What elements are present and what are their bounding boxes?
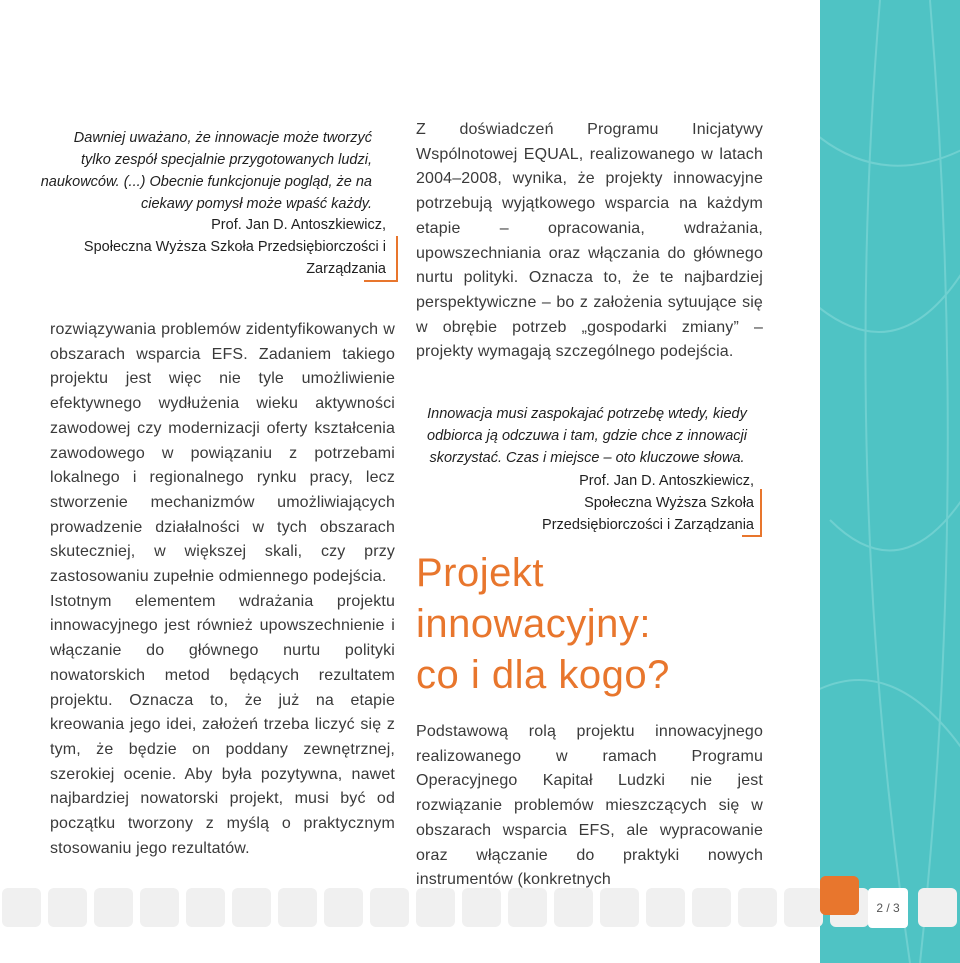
pull-quote-top: Dawniej uważano, że innowacje może tworzyć tylko zespół specjalnie przygotowanych ludzi, naukowców. (...) Obecnie funkcjonuje pogląd, że na ciekawy pomysł może wpaść każdy. [40, 130, 372, 212]
page-tile[interactable] [324, 888, 363, 927]
right-column-body [416, 118, 763, 365]
quote-top-organization: Społeczna Wyższa Szkoła Przedsiębiorczości i Zarządzania [83, 239, 386, 277]
page-tile[interactable] [278, 888, 317, 927]
page-tile-active[interactable] [820, 876, 859, 915]
page-tile[interactable] [370, 888, 409, 927]
quote-top-author: Prof. Jan D. Antoszkiewicz, [211, 217, 386, 233]
page-tile[interactable] [2, 888, 41, 927]
section-paragraph: Podstawową rolą projektu innowacyjnego realizowanego w ramach Programu Operacyjnego Kapitał Ludzki nie jest rozwiązanie problemów mieszczących się w obszarach wsparcia EFS, ale wypracowanie oraz włączanie do praktyki nowych instrumentów (konkretnych [416, 723, 763, 889]
quote-top-bracket [364, 236, 398, 282]
left-column-body [50, 318, 395, 861]
section-heading-line-3: co i dla kogo? [416, 653, 670, 697]
page-tile[interactable] [462, 888, 501, 927]
right-paragraph: Z doświadczeń Programu Inicjatywy Wspólnotowej EQUAL, realizowanego w latach 2004–2008, wynika, że projekty innowacyjne potrzebują wyjątkowego wsparcia na każdym etapie – opracowania, wdrażania, upowszechniania oraz włączania do głównego nurtu polityki. Oznacza to, że te najbardziej perspektywiczne – bo z założenia sytuujące się w obrębie potrzeb „gospodarki zmiany” – projekty wymagają szczególnego podejścia. [416, 121, 763, 361]
quote-mid-author: Prof. Jan D. Antoszkiewicz, [579, 473, 754, 489]
page-tile[interactable] [508, 888, 547, 927]
left-paragraph-1: rozwiązywania problemów zidentyfikowanych w obszarach wsparcia EFS. Zadaniem takiego projektu jest więc nie tyle umożliwienie efektywnego wydłużenia wieku aktywności zawodowej czy modernizacji oferty kształcenia zawodowego w powiązaniu z potrzebami lokalnego i regionalnego rynku pracy, lecz stworzenie mechanizmów umożliwiających prowadzenie działalności w tych obszarach skuteczniej, w większej skali, czy przy zastosowaniu zupełnie odmiennego podejścia. [50, 321, 395, 586]
pull-quote-mid: Innowacja musi zaspokajać potrzebę wtedy, kiedy odbiorca ją odczuwa i tam, gdzie chce z innowacji skorzystać. Czas i miejsce – oto kluczowe słowa. [427, 406, 747, 466]
section-heading-line-1: Projekt [416, 551, 544, 595]
page-tile[interactable] [186, 888, 225, 927]
left-paragraph-2: Istotnym elementem wdrażania projektu innowacyjnego jest również upowszechnienie i włączanie do głównego nurtu polityki nowatorskich metod będących rezultatem projektu. Oznacza to, że już na etapie kreowania jego idei, założeń trzeba liczyć się z tym, że będzie on poddany zewnętrznej, szerokiej ocenie. Aby była pozytywna, nawet najbardziej nowatorski projekt, musi być od początku tworzony z myślą o praktycznym stosowaniu jego rezultatów. [50, 592, 395, 857]
page-tile[interactable] [416, 888, 455, 927]
page-tile[interactable] [784, 888, 823, 927]
section-body [416, 720, 763, 893]
quote-mid-organization-1: Społeczna Wyższa Szkoła [584, 495, 754, 511]
page-indicator[interactable]: 2 / 3 [868, 888, 908, 928]
page-navigation-strip [0, 888, 960, 933]
page-tile[interactable] [232, 888, 271, 927]
section-heading [416, 548, 776, 701]
section-heading-line-2: innowacyjny: [416, 602, 652, 646]
page-tile[interactable] [140, 888, 179, 927]
page-tile[interactable] [738, 888, 777, 927]
quote-mid-attribution [420, 470, 754, 536]
quote-mid-bracket [742, 489, 762, 537]
decorative-teal-band [820, 0, 960, 963]
page-tile[interactable] [600, 888, 639, 927]
page-tile[interactable] [48, 888, 87, 927]
decorative-curves [820, 0, 960, 963]
quote-top-attribution [40, 214, 386, 280]
page-tile[interactable] [646, 888, 685, 927]
page-tile[interactable] [554, 888, 593, 927]
page-tile[interactable] [692, 888, 731, 927]
page-tile[interactable] [918, 888, 957, 927]
page-tile[interactable] [94, 888, 133, 927]
quote-mid-organization-2: Przedsiębiorczości i Zarządzania [542, 517, 754, 533]
